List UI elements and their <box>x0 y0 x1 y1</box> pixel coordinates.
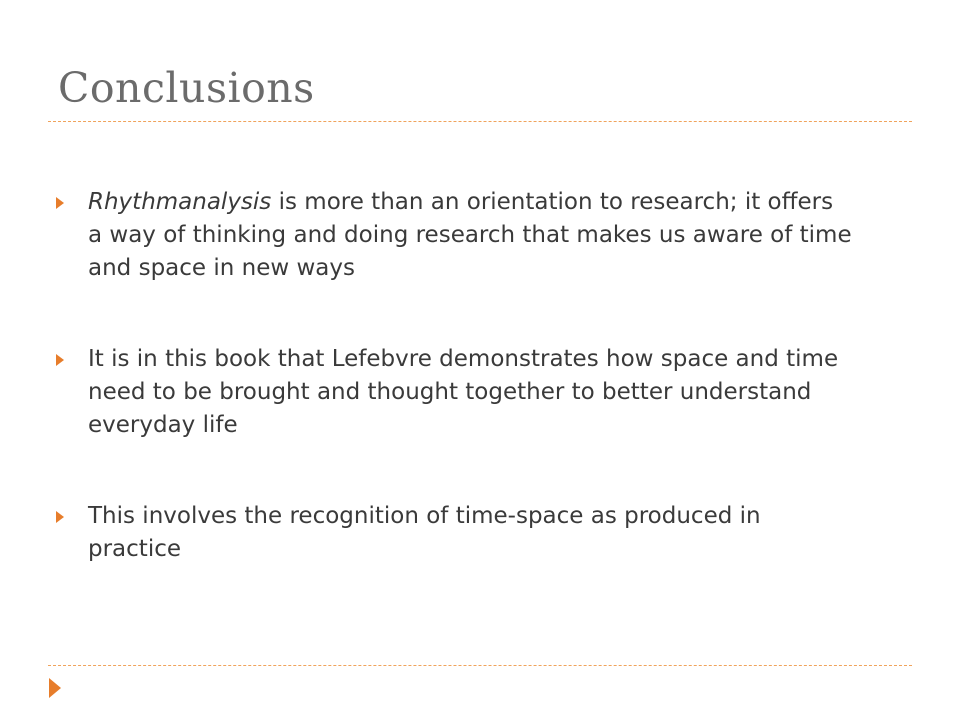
bullet-italic-lead: Rhythmanalysis <box>88 189 272 215</box>
bullet-body: It is in this book that Lefebvre demonstrates how space and time need to be brought and thought together to better understand everyday life <box>88 346 839 438</box>
bullet-body: This involves the recognition of time-space as produced in practice <box>88 503 761 562</box>
triangle-right-icon <box>49 678 61 698</box>
triangle-right-icon <box>56 197 64 209</box>
triangle-right-icon <box>56 354 64 366</box>
slide-title: Conclusions <box>58 64 315 112</box>
footer-divider <box>48 665 912 666</box>
bullet-body: is more than an orientation to research; it offers a way of thinking and doing research that makes us aware of time and space in new ways <box>88 189 852 281</box>
bullet-item <box>54 186 854 285</box>
bullet-item <box>54 500 854 566</box>
bullet-text <box>88 346 838 438</box>
bullet-item <box>54 343 854 442</box>
bullet-text <box>88 503 761 562</box>
bullet-list <box>54 186 854 624</box>
title-divider <box>48 121 912 122</box>
triangle-right-icon <box>56 511 64 523</box>
bullet-text <box>88 189 852 281</box>
